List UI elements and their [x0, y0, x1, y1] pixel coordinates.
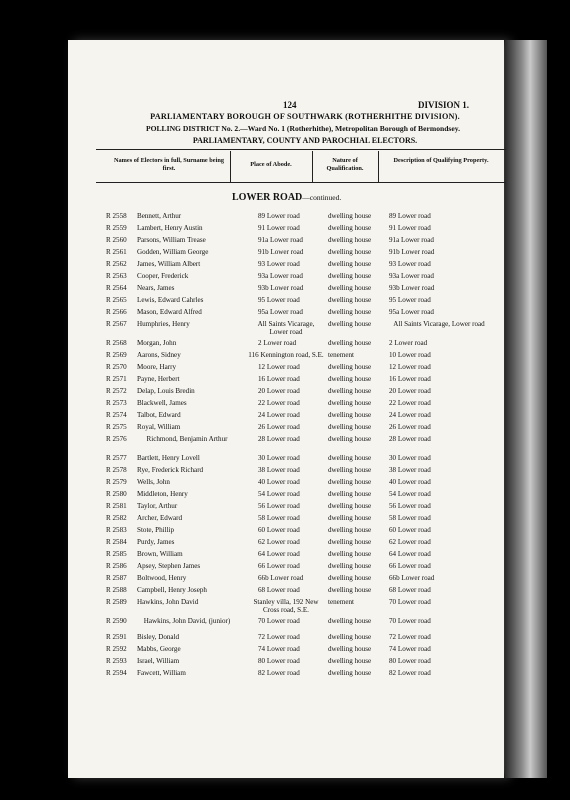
elector-number: R 2587 [106, 574, 127, 582]
elector-name: James, William Albert [137, 260, 201, 268]
elector-number: R 2566 [106, 308, 127, 316]
qualifying-property: 95 Lower road [389, 296, 431, 304]
place-of-abode: 95 Lower road [258, 296, 300, 304]
elector-number: R 2558 [106, 212, 127, 220]
place-of-abode: 2 Lower road [258, 339, 297, 347]
nature-of-qualification: dwelling house [328, 562, 372, 570]
elector-name: Humphries, Henry [137, 320, 190, 328]
elector-name: Aarons, Sidney [137, 351, 181, 359]
elector-name: Apsey, Stephen James [137, 562, 201, 570]
elector-name: Talbot, Edward [137, 411, 181, 419]
elector-number: R 2571 [106, 375, 127, 383]
place-of-abode: 74 Lower road [258, 645, 300, 653]
elector-number: R 2581 [106, 502, 127, 510]
page-number: 124 [283, 100, 297, 110]
nature-of-qualification: dwelling house [328, 435, 372, 443]
place-of-abode: 54 Lower road [258, 490, 300, 498]
elector-number: R 2562 [106, 260, 127, 268]
place-of-abode: 72 Lower road [258, 633, 300, 641]
nature-of-qualification: dwelling house [328, 224, 372, 232]
qualifying-property: 10 Lower road [389, 351, 431, 359]
nature-of-qualification: dwelling house [328, 308, 372, 316]
nature-of-qualification: dwelling house [328, 617, 372, 625]
place-of-abode: 58 Lower road [258, 514, 300, 522]
section-suffix: —continued. [302, 193, 342, 202]
elector-number: R 2570 [106, 363, 127, 371]
nature-of-qualification: dwelling house [328, 478, 372, 486]
place-of-abode: 91a Lower road [258, 236, 303, 244]
elector-number: R 2563 [106, 272, 127, 280]
nature-of-qualification: tenement [328, 598, 354, 606]
qualifying-property: 74 Lower road [389, 645, 431, 653]
qualifying-property: 2 Lower road [389, 339, 428, 347]
elector-name: Blackwell, James [137, 399, 187, 407]
place-of-abode: 24 Lower road [258, 411, 300, 419]
elector-name: Mason, Edward Alfred [137, 308, 202, 316]
nature-of-qualification: dwelling house [328, 363, 372, 371]
electors-heading: PARLIAMENTARY, COUNTY AND PAROCHIAL ELECTORS. [192, 136, 418, 145]
elector-name: Campbell, Henry Joseph [137, 586, 207, 594]
column-header-nature: Nature of Qualification. [326, 157, 364, 172]
qualifying-property: 64 Lower road [389, 550, 431, 558]
elector-number: R 2568 [106, 339, 127, 347]
nature-of-qualification: tenement [328, 351, 354, 359]
nature-of-qualification: dwelling house [328, 248, 372, 256]
elector-number: R 2572 [106, 387, 127, 395]
place-of-abode: 26 Lower road [258, 423, 300, 431]
nature-of-qualification: dwelling house [328, 399, 372, 407]
elector-name: Hawkins, John David, (junior) [143, 617, 231, 625]
qualifying-property: 60 Lower road [389, 526, 431, 534]
column-header-property: Description of Qualifying Property. [393, 157, 489, 164]
place-of-abode: 70 Lower road [258, 617, 300, 625]
column-divider [378, 151, 379, 182]
section-title: LOWER ROAD [232, 192, 303, 203]
place-of-abode: 30 Lower road [258, 454, 300, 462]
header-top-rule [96, 149, 506, 150]
nature-of-qualification: dwelling house [328, 212, 372, 220]
elector-number: R 2593 [106, 657, 127, 665]
qualifying-property: 58 Lower road [389, 514, 431, 522]
elector-number: R 2564 [106, 284, 127, 292]
column-divider [312, 151, 313, 182]
elector-name: Morgan, John [137, 339, 177, 347]
place-of-abode: 38 Lower road [258, 466, 300, 474]
qualifying-property: 26 Lower road [389, 423, 431, 431]
qualifying-property: 70 Lower road [389, 617, 431, 625]
elector-name: Bartlett, Henry Lovell [137, 454, 200, 462]
place-of-abode: 40 Lower road [258, 478, 300, 486]
elector-name: Stote, Phillip [137, 526, 175, 534]
nature-of-qualification: dwelling house [328, 538, 372, 546]
qualifying-property: All Saints Vicarage, Lower road [393, 320, 485, 328]
nature-of-qualification: dwelling house [328, 236, 372, 244]
qualifying-property: 56 Lower road [389, 502, 431, 510]
elector-name: Royal, William [137, 423, 181, 431]
place-of-abode: 95a Lower road [258, 308, 303, 316]
nature-of-qualification: dwelling house [328, 375, 372, 383]
elector-name: Mabbs, George [137, 645, 181, 653]
nature-of-qualification: dwelling house [328, 423, 372, 431]
place-of-abode: 93b Lower road [258, 284, 304, 292]
place-of-abode: 93a Lower road [258, 272, 303, 280]
elector-number: R 2584 [106, 538, 127, 546]
elector-name: Bisley, Donald [137, 633, 180, 641]
qualifying-property: 93a Lower road [389, 272, 434, 280]
elector-name: Richmond, Benjamin Arthur [146, 435, 228, 443]
place-of-abode: 16 Lower road [258, 375, 300, 383]
qualifying-property: 28 Lower road [389, 435, 431, 443]
qualifying-property: 66b Lower road [389, 574, 435, 582]
nature-of-qualification: dwelling house [328, 633, 372, 641]
qualifying-property: 30 Lower road [389, 454, 431, 462]
nature-of-qualification: dwelling house [328, 296, 372, 304]
place-of-abode: Stanley villa, 192 New Cross road, S.E. [253, 598, 319, 614]
place-of-abode: 66b Lower road [258, 574, 304, 582]
elector-name: Hawkins, John David [137, 598, 199, 606]
nature-of-qualification: dwelling house [328, 669, 372, 677]
place-of-abode: 89 Lower road [258, 212, 300, 220]
qualifying-property: 95a Lower road [389, 308, 434, 316]
elector-name: Parsons, William Trease [137, 236, 206, 244]
qualifying-property: 20 Lower road [389, 387, 431, 395]
place-of-abode: 22 Lower road [258, 399, 300, 407]
qualifying-property: 93 Lower road [389, 260, 431, 268]
nature-of-qualification: dwelling house [328, 550, 372, 558]
nature-of-qualification: dwelling house [328, 260, 372, 268]
elector-number: R 2588 [106, 586, 127, 594]
place-of-abode: 56 Lower road [258, 502, 300, 510]
elector-number: R 2565 [106, 296, 127, 304]
column-divider [230, 151, 231, 182]
qualifying-property: 16 Lower road [389, 375, 431, 383]
qualifying-property: 89 Lower road [389, 212, 431, 220]
qualifying-property: 66 Lower road [389, 562, 431, 570]
qualifying-property: 62 Lower road [389, 538, 431, 546]
nature-of-qualification: dwelling house [328, 657, 372, 665]
elector-number: R 2583 [106, 526, 127, 534]
elector-number: R 2586 [106, 562, 127, 570]
elector-name: Bennett, Arthur [137, 212, 182, 220]
place-of-abode: 91b Lower road [258, 248, 304, 256]
qualifying-property: 68 Lower road [389, 586, 431, 594]
qualifying-property: 40 Lower road [389, 478, 431, 486]
elector-number: R 2591 [106, 633, 127, 641]
qualifying-property: 12 Lower road [389, 363, 431, 371]
qualifying-property: 24 Lower road [389, 411, 431, 419]
elector-number: R 2574 [106, 411, 127, 419]
elector-number: R 2590 [106, 617, 127, 625]
nature-of-qualification: dwelling house [328, 387, 372, 395]
elector-number: R 2575 [106, 423, 127, 431]
elector-name: Wells, John [137, 478, 170, 486]
place-of-abode: 12 Lower road [258, 363, 300, 371]
elector-number: R 2589 [106, 598, 127, 606]
polling-district-heading: POLLING DISTRICT No. 2.—Ward No. 1 (Rotherhithe), Metropolitan Borough of Bermondsey. [145, 124, 461, 133]
place-of-abode: 66 Lower road [258, 562, 300, 570]
elector-name: Purdy, James [137, 538, 175, 546]
nature-of-qualification: dwelling house [328, 526, 372, 534]
elector-name: Payne, Herbert [137, 375, 180, 383]
elector-name: Cooper, Frederick [137, 272, 189, 280]
elector-name: Delap, Louis Bredin [137, 387, 195, 395]
nature-of-qualification: dwelling house [328, 320, 372, 328]
elector-number: R 2559 [106, 224, 127, 232]
elector-name: Godden, William George [137, 248, 209, 256]
book-binding [505, 40, 547, 778]
elector-number: R 2573 [106, 399, 127, 407]
place-of-abode: 20 Lower road [258, 387, 300, 395]
place-of-abode: 60 Lower road [258, 526, 300, 534]
division-label: DIVISION 1. [418, 100, 470, 110]
column-header-names: Names of Electors in full, Surname being first. [113, 157, 225, 172]
place-of-abode: 93 Lower road [258, 260, 300, 268]
elector-number: R 2567 [106, 320, 127, 328]
qualifying-property: 91 Lower road [389, 224, 431, 232]
place-of-abode: 80 Lower road [258, 657, 300, 665]
elector-name: Fawcett, William [137, 669, 186, 677]
elector-name: Nears, James [137, 284, 175, 292]
elector-number: R 2576 [106, 435, 127, 443]
place-of-abode: 116 Kennington road, S.E. [248, 351, 324, 359]
elector-name: Lambert, Henry Austin [137, 224, 203, 232]
header-bottom-rule [96, 182, 506, 183]
elector-name: Boltwood, Henry [137, 574, 187, 582]
elector-number: R 2585 [106, 550, 127, 558]
elector-name: Lewis, Edward Cahrles [137, 296, 204, 304]
column-header-place: Place of Abode. [250, 161, 292, 168]
qualifying-property: 91a Lower road [389, 236, 434, 244]
qualifying-property: 82 Lower road [389, 669, 431, 677]
qualifying-property: 80 Lower road [389, 657, 431, 665]
nature-of-qualification: dwelling house [328, 574, 372, 582]
place-of-abode: 64 Lower road [258, 550, 300, 558]
elector-name: Taylor, Arthur [137, 502, 178, 510]
elector-number: R 2592 [106, 645, 127, 653]
elector-number: R 2580 [106, 490, 127, 498]
qualifying-property: 54 Lower road [389, 490, 431, 498]
register-page [68, 40, 504, 778]
nature-of-qualification: dwelling house [328, 586, 372, 594]
nature-of-qualification: dwelling house [328, 514, 372, 522]
elector-number: R 2579 [106, 478, 127, 486]
nature-of-qualification: dwelling house [328, 454, 372, 462]
borough-heading: PARLIAMENTARY BOROUGH OF SOUTHWARK (ROTHERHITHE DIVISION). [150, 112, 460, 121]
elector-number: R 2578 [106, 466, 127, 474]
nature-of-qualification: dwelling house [328, 490, 372, 498]
place-of-abode: 68 Lower road [258, 586, 300, 594]
nature-of-qualification: dwelling house [328, 502, 372, 510]
elector-number: R 2594 [106, 669, 127, 677]
place-of-abode: 62 Lower road [258, 538, 300, 546]
elector-number: R 2569 [106, 351, 127, 359]
elector-name: Brown, William [137, 550, 183, 558]
elector-number: R 2582 [106, 514, 127, 522]
elector-name: Middleton, Henry [137, 490, 188, 498]
qualifying-property: 70 Lower road [389, 598, 431, 606]
nature-of-qualification: dwelling house [328, 466, 372, 474]
place-of-abode: 82 Lower road [258, 669, 300, 677]
qualifying-property: 38 Lower road [389, 466, 431, 474]
place-of-abode: All Saints Vicarage, Lower road [257, 320, 315, 336]
qualifying-property: 72 Lower road [389, 633, 431, 641]
section-heading [232, 192, 341, 203]
elector-number: R 2577 [106, 454, 127, 462]
qualifying-property: 91b Lower road [389, 248, 435, 256]
nature-of-qualification: dwelling house [328, 272, 372, 280]
nature-of-qualification: dwelling house [328, 411, 372, 419]
elector-number: R 2560 [106, 236, 127, 244]
qualifying-property: 22 Lower road [389, 399, 431, 407]
place-of-abode: 28 Lower road [258, 435, 300, 443]
elector-name: Archer, Edward [137, 514, 183, 522]
elector-name: Israel, William [137, 657, 180, 665]
nature-of-qualification: dwelling house [328, 284, 372, 292]
nature-of-qualification: dwelling house [328, 645, 372, 653]
elector-name: Moore, Harry [137, 363, 177, 371]
place-of-abode: 91 Lower road [258, 224, 300, 232]
elector-name: Rye, Frederick Richard [137, 466, 204, 474]
nature-of-qualification: dwelling house [328, 339, 372, 347]
elector-number: R 2561 [106, 248, 127, 256]
qualifying-property: 93b Lower road [389, 284, 435, 292]
